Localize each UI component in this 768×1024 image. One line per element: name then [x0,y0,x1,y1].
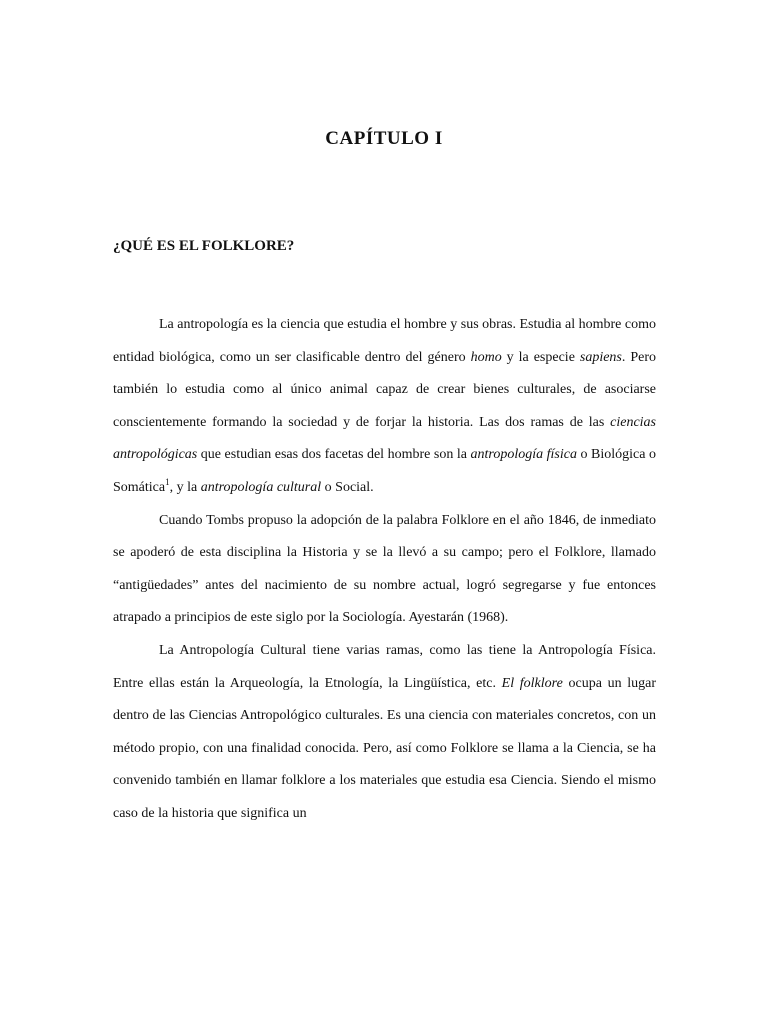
italic-term-sapiens: sapiens [579,349,622,365]
paragraph-1-text: o Biológica o Somática [113,447,656,495]
paragraph-3 [113,635,656,831]
italic-term-ciencias-antropologicas: ciencias antropológicas [113,414,656,463]
paragraph-1 [113,309,656,505]
paragraph-2: Cuando Tombs propuso la adopción de la palabra Folklore en el año 1846, de inmediato se apoderó de esta disciplina la Historia y se la llevó a su campo; pero el Folklore, llamado “antigüedades” antes del nacimiento de su nombre actual, logró segregarse y fue entonces atrapado a principios de este siglo por la Sociología. Ayestarán (1968). [113,512,656,626]
footnote-marker: 1 [165,476,170,487]
paragraph-3-text: ocupa un lugar dentro de las Ciencias Antropológico culturales. Es una ciencia con materiales concretos, con un método propio, con una finalidad conocida. Pero, así como Folklore se llama a la Ciencia, se ha convenido también en llamar folklore a los materiales que estudia esa Ciencia. Siendo el mismo caso de la historia que significa un [113,675,657,821]
paragraph-1-text: que estudian esas dos facetas del hombre son la [197,447,471,463]
paragraph-1-text: , y la [169,479,201,495]
italic-term-antropologia-cultural: antropología cultural [200,479,322,495]
paragraph-1-text: o Social. [321,479,374,495]
paragraph-3-text: La Antropología Cultural tiene varias ramas, como las tiene la Antropología Física. Entre ellas están la Arqueología, la Etnología, la Lingüística, etc. [113,642,656,691]
paragraph-1-text: La antropología es la ciencia que estudia el hombre y sus obras. Estudia al hombre como entidad biológica, como un ser clasificable dentro del género [113,317,656,365]
italic-term-homo: homo [470,349,502,365]
chapter-title: CAPÍTULO I [325,128,443,149]
italic-term-el-folklore: El folklore [501,675,563,691]
body-text [113,309,656,831]
paragraph-1-text: . Pero también lo estudia como al único animal capaz de crear bienes culturales, de asociarse conscientemente formando la sociedad y de forjar la historia. Las dos ramas de las [113,349,656,430]
section-heading: ¿QUÉ ES EL FOLKLORE? [113,238,295,254]
paragraph-1-text: y la especie [501,349,580,365]
italic-term-antropologia-fisica: antropología física [470,447,577,463]
